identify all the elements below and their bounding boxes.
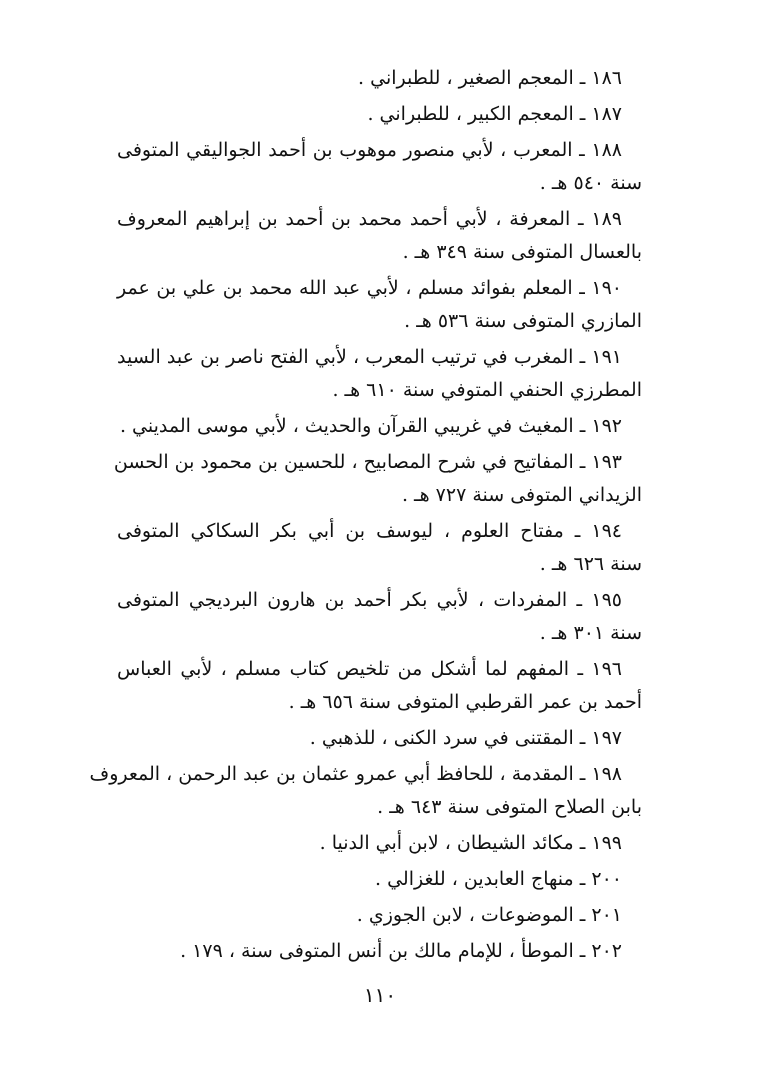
entry-line: ١٩٢ ـ المغيث في غريبي القرآن والحديث ، لأبي موسى المديني . (119, 415, 622, 437)
list-item (89, 758, 642, 824)
entry-line: ١٩٠ ـ المعلم بفوائد مسلم ، لأبي عبد الله محمد بن علي بن عمر (117, 277, 622, 299)
list-item (117, 653, 642, 719)
list-item (117, 515, 642, 581)
list-item (117, 203, 642, 269)
entry-line-continuation: الزيداني المتوفى سنة ٧٢٧ هـ . (401, 484, 642, 506)
entry-line: ١٨٨ ـ المعرب ، لأبي منصور موهوب بن أحمد الجواليقي المتوفى (117, 139, 622, 161)
list-item (117, 134, 642, 200)
entry-line: ١٨٧ ـ المعجم الكبير ، للطبراني . (367, 103, 622, 125)
entry-line: ٢٠١ ـ الموضوعات ، لابن الجوزي . (356, 904, 622, 926)
list-item (117, 272, 642, 338)
list-item (117, 827, 642, 860)
list-item (117, 584, 642, 650)
entry-line-continuation: المازري المتوفى سنة ٥٣٦ هـ . (404, 310, 642, 332)
entry-line: ٢٠٢ ـ الموطأ ، للإمام مالك بن أنس المتوفى سنة ، ١٧٩ . (180, 940, 622, 962)
entry-line: ١٩٧ ـ المقتنى في سرد الكنى ، للذهبي . (309, 727, 622, 749)
list-item (117, 722, 642, 755)
entry-line-continuation: سنة ٣٠١ هـ . (539, 622, 642, 644)
bibliography-list (89, 62, 642, 971)
entry-line: ١٩١ ـ المغرب في ترتيب المعرب ، لأبي الفتح ناصر بن عبد السيد (117, 346, 622, 368)
list-item (117, 410, 642, 443)
entry-line: ١٩٥ ـ المفردات ، لأبي بكر أحمد بن هارون البرديجي المتوفى (117, 589, 622, 611)
list-item (117, 341, 642, 407)
entry-line: ١٩٣ ـ المفاتيح في شرح المصابيح ، للحسين بن محمود بن الحسن (113, 451, 622, 473)
entry-line: ١٩٦ ـ المفهم لما أشكل من تلخيص كتاب مسلم ، لأبي العباس (117, 658, 622, 680)
entry-line: ١٨٩ ـ المعرفة ، لأبي أحمد محمد بن أحمد بن إبراهيم المعروف (117, 208, 622, 230)
list-item (117, 863, 642, 896)
entry-line-continuation: بابن الصلاح المتوفى سنة ٦٤٣ هـ . (377, 796, 642, 818)
entry-line-continuation: بالعسال المتوفى سنة ٣٤٩ هـ . (402, 241, 642, 263)
entry-line: ١٩٤ ـ مفتاح العلوم ، ليوسف بن أبي بكر السكاكي المتوفى (117, 520, 622, 542)
entry-line: ١٩٨ ـ المقدمة ، للحافظ أبي عمرو عثمان بن عبد الرحمن ، المعروف (89, 763, 622, 785)
list-item (117, 935, 642, 968)
page-number: ١١٠ (363, 983, 397, 1007)
list-item (113, 446, 642, 512)
entry-line-continuation: سنة ٥٤٠ هـ . (539, 172, 642, 194)
entry-line: ١٩٩ ـ مكائد الشيطان ، لابن أبي الدنيا . (319, 832, 622, 854)
entry-line: ٢٠٠ ـ منهاج العابدين ، للغزالي . (375, 868, 622, 890)
entry-line-continuation: أحمد بن عمر القرطبي المتوفى سنة ٦٥٦ هـ . (288, 691, 642, 713)
entry-line: ١٨٦ ـ المعجم الصغير ، للطبراني . (358, 67, 622, 89)
list-item (117, 98, 642, 131)
list-item (117, 62, 642, 95)
entry-line-continuation: سنة ٦٢٦ هـ . (539, 553, 642, 575)
entry-line-continuation: المطرزي الحنفي المتوفي سنة ٦١٠ هـ . (332, 379, 642, 401)
list-item (117, 899, 642, 932)
